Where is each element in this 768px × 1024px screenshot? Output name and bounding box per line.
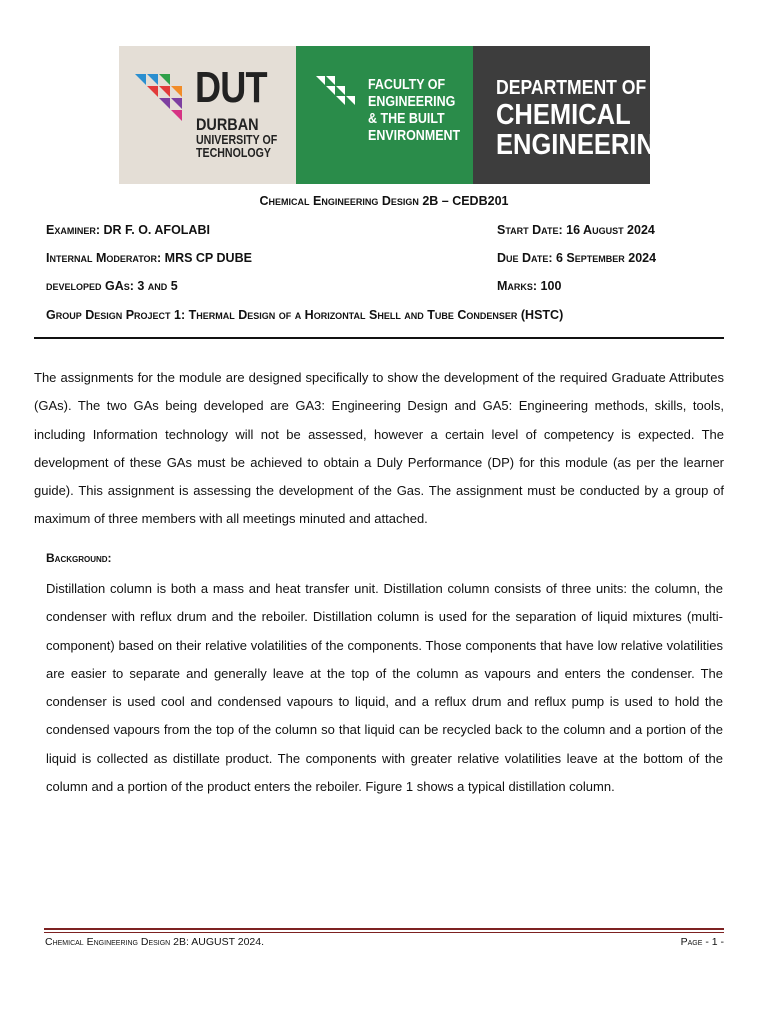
marks: Marks: 100: [497, 279, 562, 293]
faculty-line-4: ENVIRONMENT: [368, 128, 461, 144]
faculty-triangles-icon: [316, 76, 360, 112]
department-line-1: DEPARTMENT OF: [496, 77, 647, 99]
start-date: Start Date: 16 August 2024: [497, 223, 655, 237]
course-title: Chemical Engineering Design 2B – CEDB201: [259, 194, 509, 208]
dut-triangles-icon: [135, 74, 195, 124]
project-title: Group Design Project 1: Thermal Design of a Horizontal Shell and Tube Condenser (HSTC): [46, 308, 564, 322]
dut-logo: [119, 46, 296, 184]
header-banner: [119, 46, 675, 184]
faculty-line-3: & THE BUILT: [368, 111, 445, 127]
page-number: Page - 1 -: [680, 936, 724, 948]
department-panel: [473, 46, 675, 184]
dut-line-technology: TECHNOLOGY: [196, 146, 271, 160]
faculty-line-1: FACULTY OF: [368, 77, 446, 93]
dut-wordmark: DUT: [195, 63, 267, 112]
department-name: [496, 76, 675, 160]
department-line-2: CHEMICAL: [496, 99, 631, 131]
department-line-3: ENGINEERING: [496, 129, 675, 161]
background-heading: Background:: [46, 551, 112, 565]
faculty-line-2: ENGINEERING: [368, 94, 456, 110]
internal-moderator: Internal Moderator: MRS CP DUBE: [46, 251, 252, 265]
due-date: Due Date: 6 September 2024: [497, 251, 657, 265]
footer-course: Chemical Engineering Design 2B: AUGUST 2024.: [45, 936, 265, 948]
examiner: Examiner: DR F. O. AFOLABI: [46, 223, 210, 237]
dut-line-durban: DURBAN: [196, 115, 259, 134]
intro-paragraph: The assignments for the module are designed specifically to show the development of the required Graduate Attributes (GAs). The two GAs being developed are GA3: Engineering Design and GA5: Engineering methods, skills, tools, including Information technology will not be assessed, however a certain level of competency is expected. The development of these GAs must be achieved to obtain a Duly Performance (DP) for this module (as per the learner guide). This assignment is assessing the development of the Gas. The assignment must be conducted by a group of maximum of three members with all meetings minuted and attached.: [34, 370, 724, 527]
dut-subtitle: [196, 116, 277, 160]
dut-line-university: UNIVERSITY OF: [196, 133, 278, 147]
footer-divider-thin: [44, 932, 724, 933]
header-divider: [34, 337, 724, 339]
faculty-name: [368, 77, 460, 145]
developed-gas: developed GAs: 3 and 5: [46, 279, 178, 293]
faculty-panel: [296, 46, 473, 184]
background-paragraph: Distillation column is both a mass and heat transfer unit. Distillation column consists of three units: the column, the condenser with reflux drum and the reboiler. Distillation column is used for the separation of liquid mixtures (multi-component) based on their relative volatilities of the components. Those components that have low relative volatilities are easier to separate and generally leave at the top of the column as vapours and enters the condenser. The condenser is used cool and condensed vapours to liquid, and a reflux drum and reflux pump is used to hold the condensed vapours from the top of the column so that liquid can be recycled back to the column and a portion of the liquid is collected as distillate product. The components with greater relative volatilities leave at the bottom of the column and a portion of the product enters the reboiler. Figure 1 shows a typical distillation column.: [46, 581, 723, 795]
footer-divider: [44, 928, 724, 930]
